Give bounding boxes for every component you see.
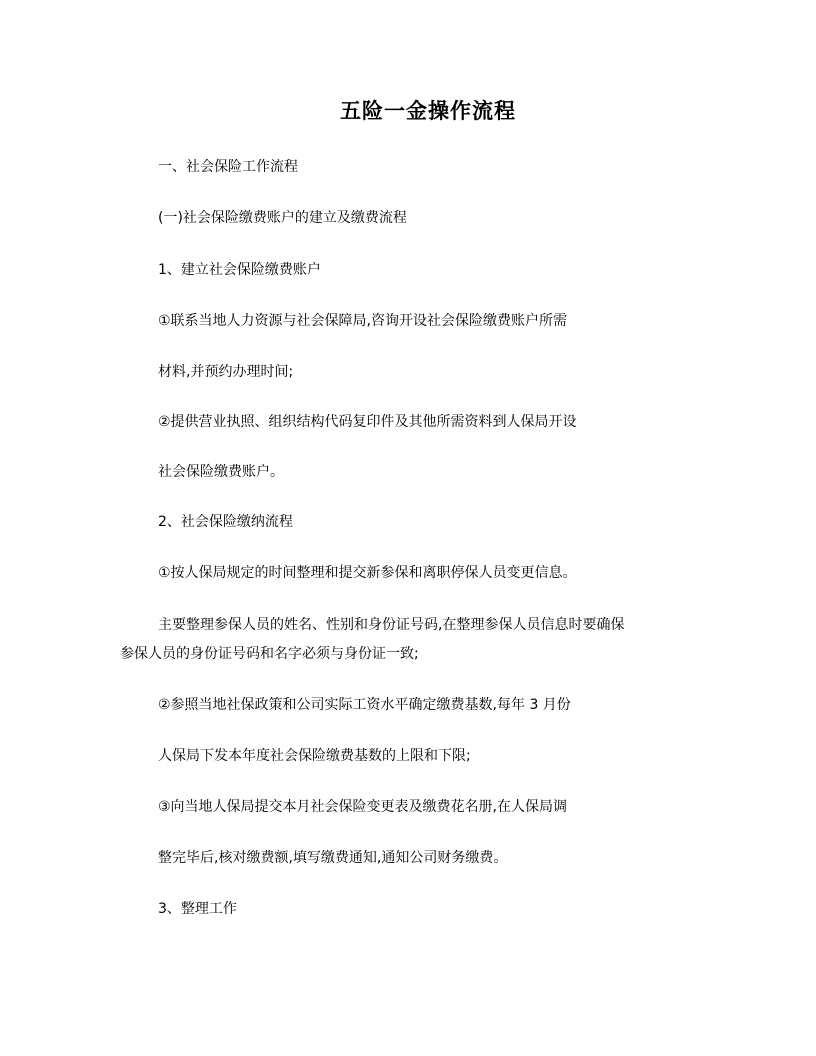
paragraph-line: 主要整理参保人员的姓名、性别和身份证号码,在整理参保人员信息时要确保 — [158, 617, 625, 633]
paragraph-line: 社会保险缴费账户。 — [158, 464, 284, 480]
paragraph-line: ②参照当地社保政策和公司实际工资水平确定缴费基数,每年 3 月份 — [158, 697, 571, 713]
paragraph-line: 整完毕后,核对缴费额,填写缴费通知,通知公司财务缴费。 — [158, 850, 508, 866]
paragraph-line: ②提供营业执照、组织结构代码复印件及其他所需资料到人保局开设 — [158, 414, 577, 430]
paragraph-line: ③向当地人保局提交本月社会保险变更表及缴费花名册,在人保局调 — [158, 799, 567, 815]
item-heading: 3、整理工作 — [158, 901, 237, 917]
document-title: 五险一金操作流程 — [340, 98, 516, 123]
section-heading: 一、社会保险工作流程 — [158, 159, 298, 175]
paragraph-line: 参保人员的身份证号码和名字必须与身份证一致; — [120, 646, 419, 662]
item-heading: 2、社会保险缴纳流程 — [158, 514, 293, 530]
item-heading: 1、建立社会保险缴费账户 — [158, 262, 321, 278]
subsection-heading: (一)社会保险缴费账户的建立及缴费流程 — [158, 210, 407, 226]
paragraph-line: 人保局下发本年度社会保险缴费基数的上限和下限; — [158, 748, 471, 764]
paragraph-line: ①联系当地人力资源与社会保障局,咨询开设社会保险缴费账户所需 — [158, 313, 567, 329]
paragraph-line: ①按人保局规定的时间整理和提交新参保和离职停保人员变更信息。 — [158, 565, 577, 581]
paragraph-line: 材料,并预约办理时间; — [158, 364, 294, 380]
